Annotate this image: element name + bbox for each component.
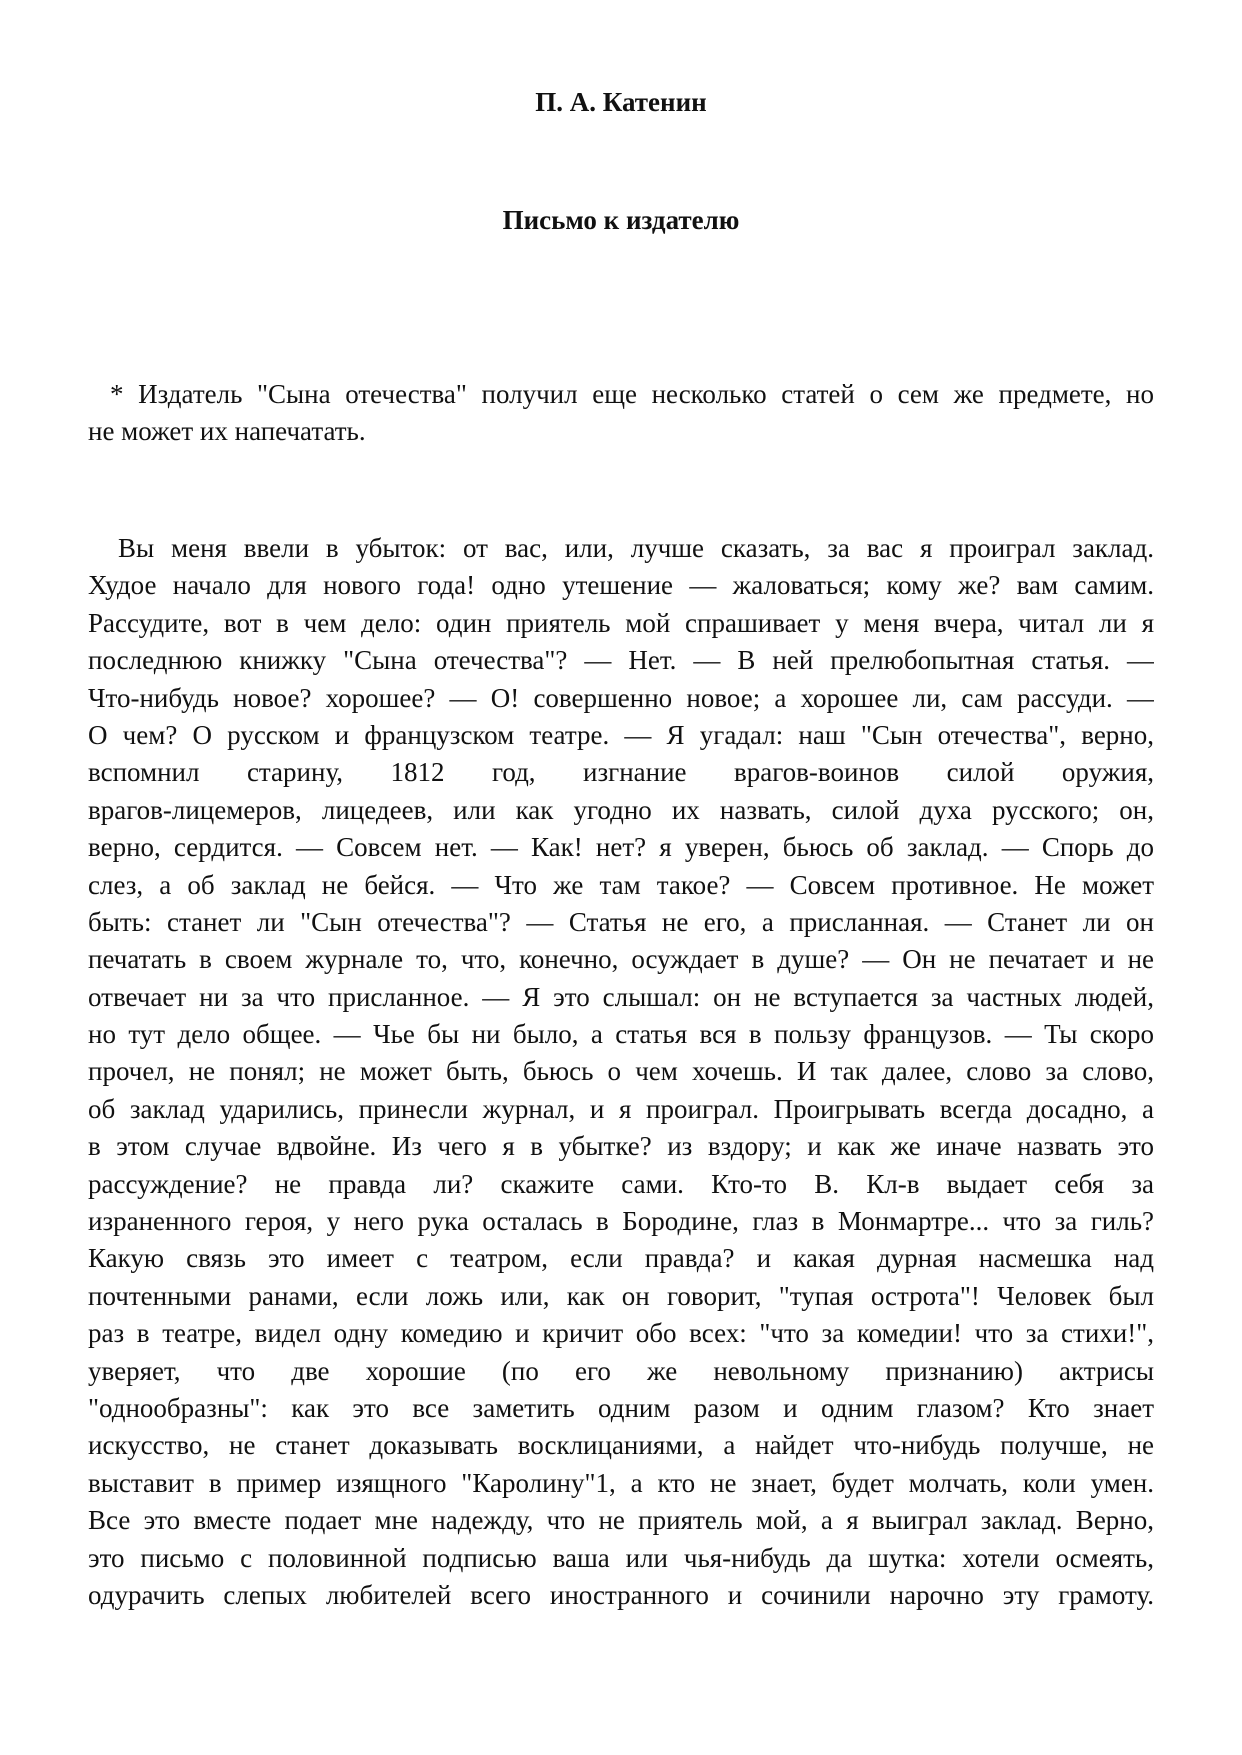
body-line: уверяет, что две хорошие (по его же невольному признанию) актрисы xyxy=(88,1355,1154,1386)
body-line: раз в театре, видел одну комедию и кричит обо всех: "что за комедии! что за стихи!", xyxy=(88,1318,1154,1349)
body-line: рассуждение? не правда ли? скажите сами. Кто-то В. Кл-в выдает себя за xyxy=(88,1168,1154,1199)
body-line: Вы меня ввели в убыток: от вас, или, лучше сказать, за вас я проиграл заклад. xyxy=(118,533,1154,563)
body-line: одурачить слепых любителей всего иностранного и сочинили нарочно эту грамоту. xyxy=(88,1579,1154,1610)
body-line: Что-нибудь новое? хорошее? — О! совершенно новое; а хорошее ли, сам рассуди. — xyxy=(88,682,1154,713)
body-line: в этом случае вдвойне. Из чего я в убытке? из вздору; и как же иначе назвать это xyxy=(88,1131,1154,1162)
body-line: слез, а об заклад не бейся. — Что же там такое? — Совсем противное. Не может xyxy=(88,869,1154,900)
body-line: последнюю книжку "Сына отечества"? — Нет. — В ней прелюбопытная статья. — xyxy=(88,645,1154,676)
body-line: быть: станет ли "Сын отечества"? — Статья не его, а присланная. — Станет ли он xyxy=(88,906,1154,937)
editor-footnote xyxy=(88,376,1154,450)
body-line: печатать в своем журнале то, что, конечно, осуждает в душе? — Он не печатает и не xyxy=(88,944,1154,975)
letter-body xyxy=(88,530,1154,1614)
body-line: выставит в пример изящного "Каролину"1, а кто не знает, будет молчать, коли умен. xyxy=(88,1467,1154,1498)
body-line: Рассудите, вот в чем дело: один приятель мой спрашивает у меня вчера, читал ли я xyxy=(88,607,1154,638)
author-heading: П. А. Катенин xyxy=(535,87,707,117)
body-line: израненного героя, у него рука осталась в Бородине, глаз в Монмартре... что за гиль? xyxy=(88,1206,1154,1237)
document-title: Письмо к издателю xyxy=(502,205,740,235)
body-line: почтенными ранами, если ложь или, как он говорит, "тупая острота"! Человек был xyxy=(88,1280,1154,1311)
body-line: врагов-лицемеров, лицедеев, или как угодно их назвать, силой духа русского; он, xyxy=(88,794,1154,825)
body-line: О чем? О русском и французском театре. — Я угадал: наш "Сын отечества", верно, xyxy=(88,719,1154,750)
body-line: искусство, не станет доказывать восклицаниями, а найдет что-нибудь получше, не xyxy=(88,1430,1154,1461)
body-line: но тут дело общее. — Чье бы ни было, а статья вся в пользу французов. — Ты скоро xyxy=(88,1019,1154,1050)
footnote-line: * Издатель "Сына отечества" получил еще несколько статей о сем же предмете, но xyxy=(110,379,1154,409)
body-line: "однообразны": как это все заметить одним разом и одним глазом? Кто знает xyxy=(88,1392,1154,1423)
body-line: Какую связь это имеет с театром, если правда? и какая дурная насмешка над xyxy=(88,1243,1154,1274)
body-line: вспомнил старину, 1812 год, изгнание врагов-воинов силой оружия, xyxy=(88,757,1154,788)
body-line: Худое начало для нового года! одно утешение — жаловаться; кому же? вам самим. xyxy=(88,570,1154,601)
body-line: это письмо с половинной подписью ваша или чья-нибудь да шутка: хотели осмеять, xyxy=(88,1542,1154,1573)
body-line: Все это вместе подает мне надежду, что не приятель мой, а я выиграл заклад. Верно, xyxy=(88,1505,1154,1536)
footnote-line: не может их напечатать. xyxy=(88,416,366,446)
body-line: отвечает ни за что присланное. — Я это слышал: он не вступается за частных людей, xyxy=(88,981,1154,1012)
body-line: прочел, не понял; не может быть, бьюсь о чем хочешь. И так далее, слово за слово, xyxy=(88,1056,1154,1087)
body-line: верно, сердится. — Совсем нет. — Как! нет? я уверен, бьюсь об заклад. — Спорь до xyxy=(88,832,1154,863)
body-line: об заклад ударились, принесли журнал, и я проиграл. Проигрывать всегда досадно, а xyxy=(88,1093,1154,1124)
